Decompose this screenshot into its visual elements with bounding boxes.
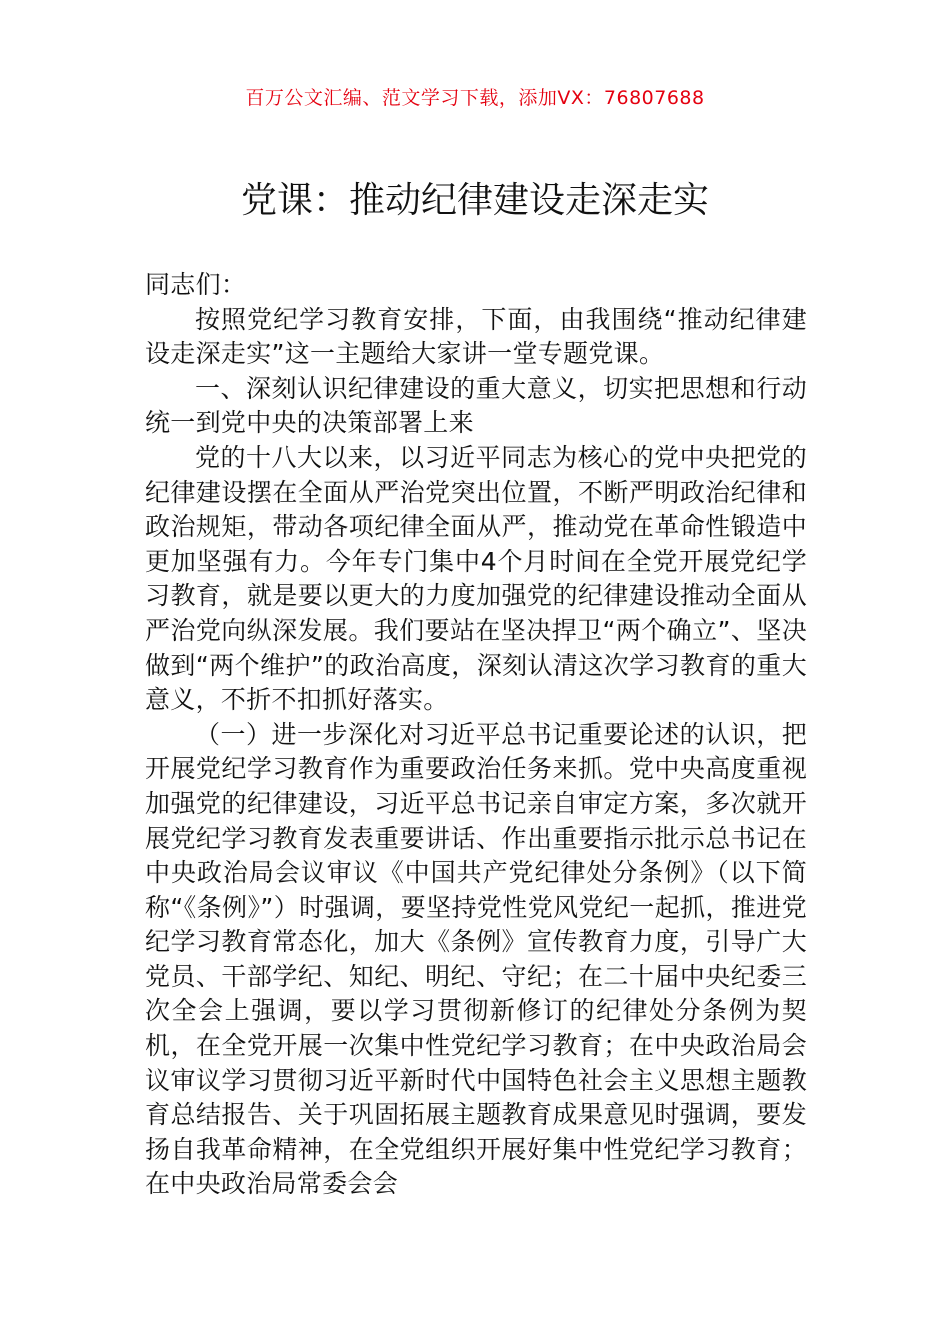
header-contact-note: 百万公文汇编、范文学习下载，添加VX：76807688	[245, 87, 705, 109]
paragraph-subsection-one: （一）进一步深化对习近平总书记重要论述的认识，把开展党纪学习教育作为重要政治任务来抓。党中央高度重视加强党的纪律建设，习近平总书记亲自审定方案，多次就开展党纪学习教育发表重要讲话、作出重要指示批示总书记在中央政治局会议审议《中国共产党纪律处分条例》（以下简称“《条例》”）时强调，要坚持党性党风党纪一起抓，推进党纪学习教育常态化，加大《条例》宣传教育力度，引导广大党员、干部学纪、知纪、明纪、守纪；在二十届中央纪委三次全会上强调，要以学习贯彻新修订的纪律处分条例为契机，在全党开展一次集中性党纪学习教育；在中央政治局会议审议学习贯彻习近平新时代中国特色社会主义思想主题教育总结报告、关于巩固拓展主题教育成果意见时强调，要发扬自我革命精神，在全党组织开展好集中性党纪学习教育；在中央政治局常委会会	[145, 719, 807, 1199]
section-heading-one: 一、深刻认识纪律建设的重大意义，切实把思想和行动统一到党中央的决策部署上来	[145, 373, 807, 438]
document-title: 党课：推动纪律建设走深走实	[240, 180, 709, 221]
paragraph-intro: 按照党纪学习教育安排，下面，由我围绕“推动纪律建设走深走实”这一主题给大家讲一堂专题党课。	[145, 304, 807, 369]
document-body	[145, 268, 807, 1202]
salutation: 同志们：	[145, 270, 247, 299]
paragraph-significance: 党的十八大以来，以习近平同志为核心的党中央把党的纪律建设摆在全面从严治党突出位置，不断严明政治纪律和政治规矩，带动各项纪律全面从严，推动党在革命性锻造中更加坚强有力。今年专门集中4个月时间在全党开展党纪学习教育，就是要以更大的力度加强党的纪律建设推动全面从严治党向纵深发展。我们要站在坚决捍卫“两个确立”、坚决做到“两个维护”的政治高度，深刻认清这次学习教育的重大意义，不折不扣抓好落实。	[145, 442, 807, 715]
